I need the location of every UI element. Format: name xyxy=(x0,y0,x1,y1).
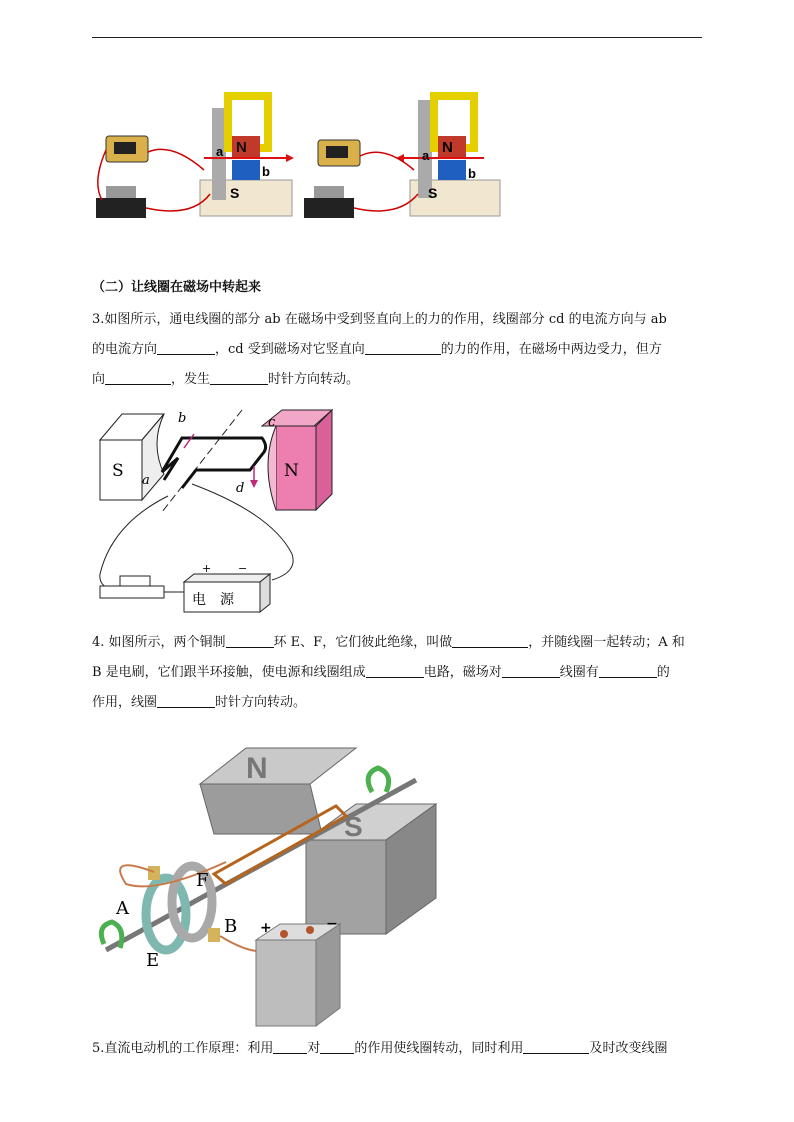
q4-text: 4. 如图所示，两个铜制 xyxy=(92,635,226,650)
question-5 xyxy=(92,1034,704,1064)
left-label-S: S xyxy=(230,185,240,201)
question-3 xyxy=(92,305,704,395)
answer-blank xyxy=(226,633,274,648)
answer-blank xyxy=(320,1039,354,1054)
answer-blank xyxy=(157,340,215,355)
motor-label-F: F xyxy=(196,870,209,891)
battery-plus: + xyxy=(202,562,212,575)
q4-text: 时针方向转动。 xyxy=(215,695,307,710)
q4-text: 电路，磁场对 xyxy=(423,665,502,680)
right-label-b: b xyxy=(468,166,476,181)
q5-text: 5.直流电动机的工作原理：利用 xyxy=(92,1041,274,1056)
answer-blank xyxy=(210,370,268,385)
commutator-motor-diagram xyxy=(96,744,442,1030)
q3-text: 向 xyxy=(92,372,106,387)
coil-magnet-diagram xyxy=(92,404,352,620)
q5-text: 的作用使线圈转动，同时利用 xyxy=(354,1041,524,1056)
left-label-a: a xyxy=(216,144,224,159)
answer-blank xyxy=(157,693,215,708)
answer-blank xyxy=(502,663,560,678)
motor-label-B: B xyxy=(224,916,238,937)
motor-S-label: S xyxy=(344,811,363,842)
motor-N-label: N xyxy=(246,752,268,785)
header-rule xyxy=(92,37,702,38)
magnet-S-label: S xyxy=(112,461,124,481)
right-label-a: a xyxy=(422,148,430,163)
q3-text: 的电流方向 xyxy=(92,342,158,357)
answer-blank xyxy=(523,1039,589,1054)
section-heading: （二）让线圈在磁场中转起来 xyxy=(92,280,262,295)
left-setup xyxy=(96,96,294,218)
q4-text: 环 E、F，它们彼此绝缘，叫做 xyxy=(273,635,453,650)
question-4 xyxy=(92,628,704,718)
motor-plus: + xyxy=(260,920,272,936)
right-setup xyxy=(304,96,500,218)
answer-blank xyxy=(366,663,424,678)
power-label: 电 源 xyxy=(192,592,234,608)
right-label-N: N xyxy=(442,139,453,156)
motor-minus: − xyxy=(326,916,338,932)
answer-blank xyxy=(452,633,528,648)
q3-text: ，cd 受到磁场对它竖直向 xyxy=(215,342,365,357)
coil-label-c: c xyxy=(268,415,276,430)
q4-text: ，并随线圈一起转动；A 和 xyxy=(528,635,685,650)
answer-blank xyxy=(273,1039,307,1054)
q4-text: B 是电刷，它们跟半环接触，使电源和线圈组成 xyxy=(92,665,366,680)
q4-text: 作用，线圈 xyxy=(92,695,158,710)
q5-text: 对 xyxy=(307,1041,321,1056)
left-label-b: b xyxy=(262,164,270,179)
q3-text: 时针方向转动。 xyxy=(268,372,360,387)
q3-text: 的力的作用，在磁场中两边受力，但方 xyxy=(440,342,662,357)
motor-label-E: E xyxy=(146,950,160,971)
q4-line-1 xyxy=(92,628,704,658)
motor-label-A: A xyxy=(116,898,129,919)
q3-line-3 xyxy=(92,365,704,395)
coil-label-b: b xyxy=(178,411,187,426)
coil-label-d: d xyxy=(236,481,245,496)
answer-blank xyxy=(365,340,441,355)
left-label-N: N xyxy=(236,139,247,156)
experiment-photos xyxy=(92,82,504,232)
q4-text: 线圈有 xyxy=(559,665,599,680)
magnet-N-label: N xyxy=(284,461,299,481)
q5-line-1 xyxy=(92,1034,704,1064)
answer-blank xyxy=(105,370,171,385)
coil-label-a: a xyxy=(142,473,150,488)
q5-text: 及时改变线圈 xyxy=(589,1041,668,1056)
q4-text: 的 xyxy=(656,665,670,680)
q3-line-1: 3.如图所示，通电线圈的部分 ab 在磁场中受到竖直向上的力的作用，线圈部分 cd 的电流方向与 ab xyxy=(92,312,667,327)
q4-line-2 xyxy=(92,658,704,688)
answer-blank xyxy=(599,663,657,678)
q4-line-3 xyxy=(92,688,704,718)
right-label-S: S xyxy=(428,185,438,201)
q3-line-2 xyxy=(92,335,704,365)
q3-text: ，发生 xyxy=(171,372,211,387)
battery-minus: − xyxy=(238,562,248,575)
